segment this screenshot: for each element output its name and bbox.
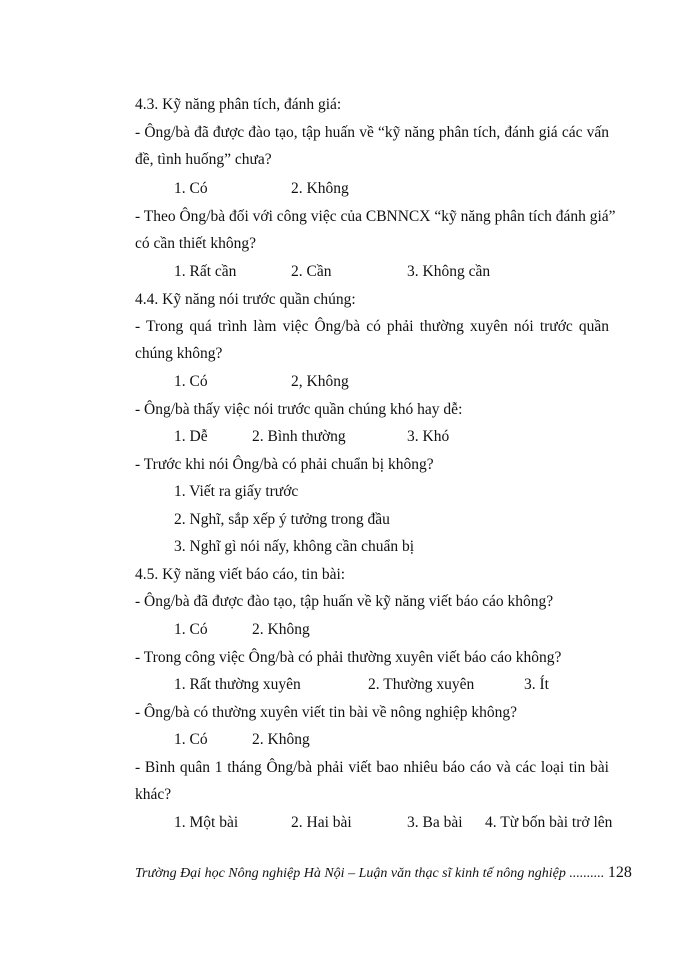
answer-option: 1. Rất thường xuyên [174,676,301,693]
answer-option: 3. Không cần [407,263,491,280]
answer-option: 2. Hai bài [291,814,352,831]
question-text: - Bình quân 1 tháng Ông/bà phải viết bao nhiêu báo cáo và các loại tin bài [135,759,609,776]
section-heading-4-3: 4.3. Kỹ năng phân tích, đánh giá: [135,96,342,113]
answer-option: 2. Không [252,731,310,748]
answer-option: 2. Cần [291,263,332,280]
answer-option: 1. Một bài [174,814,239,831]
question-text: - Trong công việc Ông/bà có phải thường xuyên viết báo cáo không? [135,649,562,666]
page-number: 128 [607,864,632,881]
answer-option: 1. Có [174,373,208,390]
answer-option: 2. Không [291,180,349,197]
answer-option: 3. Ít [524,676,549,693]
answer-option: 1. Viết ra giấy trước [174,483,299,500]
section-heading-4-5: 4.5. Kỹ năng viết báo cáo, tin bài: [135,566,346,583]
page-footer [135,864,632,882]
answer-option: 1. Có [174,180,208,197]
question-text: - Ông/bà đã được đào tạo, tập huấn về kỹ năng viết báo cáo không? [135,593,554,610]
answer-option: 1. Dễ [174,428,208,445]
question-text: - Ông/bà có thường xuyên viết tin bài về nông nghiệp không? [135,704,518,721]
answer-option: 2. Thường xuyên [368,676,475,693]
section-heading-4-4: 4.4. Kỹ năng nói trước quần chúng: [135,291,356,308]
question-text: - Trong quá trình làm việc Ông/bà có phải thường xuyên nói trước quần [135,318,609,335]
question-text: - Ông/bà đã được đào tạo, tập huấn về “kỹ năng phân tích, đánh giá các vấn [135,124,609,141]
question-text-cont: có cần thiết không? [135,235,256,252]
answer-option: 3. Ba bài [407,814,463,831]
answer-option: 3. Nghĩ gì nói nấy, không cần chuẩn bị [174,538,415,555]
question-text: - Ông/bà thấy việc nói trước quần chúng khó hay dễ: [135,401,463,418]
answer-option: 1. Có [174,621,208,638]
answer-option: 3. Khó [407,428,450,445]
answer-option: 2, Không [291,373,349,390]
answer-option: 1. Rất cần [174,263,237,280]
answer-option: 1. Có [174,731,208,748]
answer-option: 2. Không [252,621,310,638]
question-text: - Theo Ông/bà đối với công việc của CBNNCX “kỹ năng phân tích đánh giá” [135,208,616,225]
answer-option: 2. Bình thường [252,428,346,445]
question-text-cont: khác? [135,786,172,803]
footer-text: Trường Đại học Nông nghiệp Hà Nội – Luận văn thạc sĩ kinh tế nông nghiệp .......... [135,866,605,881]
answer-option: 4. Từ bốn bài trở lên [485,814,613,831]
question-text-cont: đề, tình huống” chưa? [135,151,272,168]
question-text-cont: chúng không? [135,345,223,362]
answer-option: 2. Nghĩ, sắp xếp ý tưởng trong đầu [174,511,390,528]
question-text: - Trước khi nói Ông/bà có phải chuẩn bị không? [135,456,434,473]
